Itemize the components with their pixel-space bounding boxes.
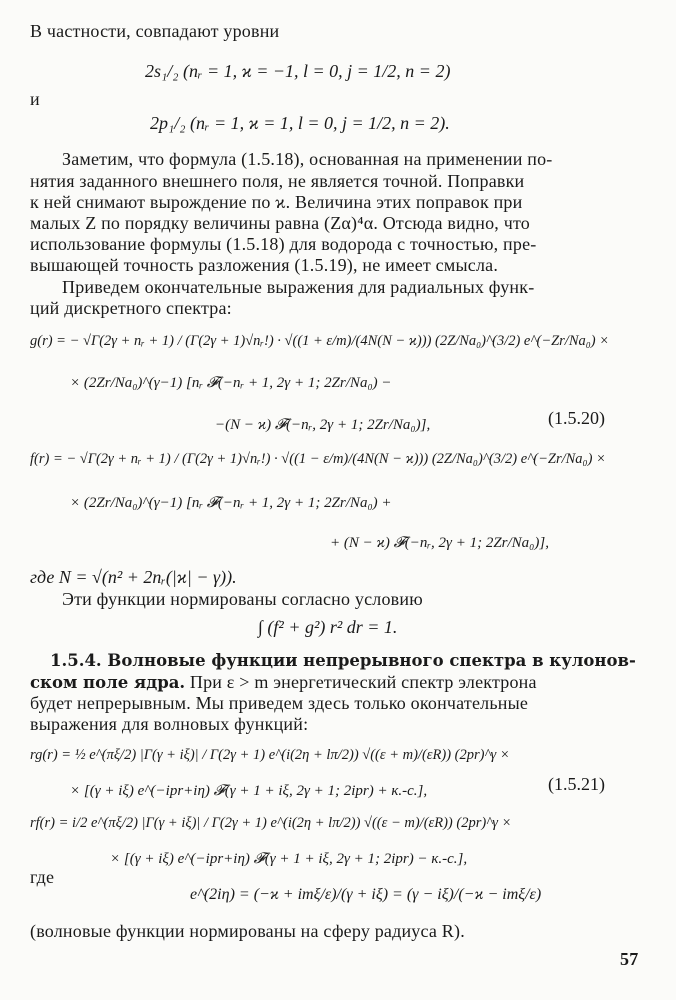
equation-2s: 2s₁/₂ (nᵣ = 1, ϰ = −1, l = 0, j = 1/2, n = 2) xyxy=(145,61,451,81)
paragraph-line: к ней снимают вырождение по ϰ. Величина этих поправок при xyxy=(30,192,523,212)
equation-g-line-1: g(r) = − √Γ(2γ + nᵣ + 1) / (Γ(2γ + 1)√nᵣ!) · √((1 + ε/m)/(4N(N − ϰ))) (2Z/Na₀)^(3/2) e^(−Zr/Na₀) × xyxy=(30,333,610,349)
paragraph-line: При ε > m энергетический спектр электрона xyxy=(185,672,537,692)
section-heading-2: ском поле ядра. xyxy=(30,673,186,692)
paragraph-line: (волновые функции нормированы на сферу радиуса R). xyxy=(30,921,465,941)
paragraph-line: будет непрерывным. Мы приведем здесь только окончательные xyxy=(30,693,529,713)
paragraph-line: выражения для волновых функций: xyxy=(30,714,309,734)
paragraph-line: Приведем окончательные выражения для радиальных функ- xyxy=(62,277,535,297)
equation-number: (1.5.21) xyxy=(548,774,605,794)
normalization-equation: ∫ (f² + g²) r² dr = 1. xyxy=(258,617,398,637)
paragraph-line: нятия заданного внешнего поля, не является точной. Поправки xyxy=(30,171,525,191)
equation-rg-line-2: × [(γ + iξ) e^(−ipr+iη) 𝓕(γ + 1 + iξ, 2γ + 1; 2ipr) + к.-с.], xyxy=(70,783,428,799)
equation-g-line-2: × (2Zr/Na₀)^(γ−1) [nᵣ 𝓕(−nᵣ + 1, 2γ + 1; 2Zr/Na₀) − xyxy=(70,375,392,391)
paragraph-line: использование формулы (1.5.18) для водорода с точностью, пре- xyxy=(30,234,537,254)
conjunction-i: и xyxy=(30,89,40,109)
paragraph-line: малых Z по порядку величины равна (Zα)⁴α. Отсюда видно, что xyxy=(30,213,530,233)
paragraph-line: ций дискретного спектра: xyxy=(30,298,232,318)
paragraph-line: Заметим, что формула (1.5.18), основанная на применении по- xyxy=(62,149,553,169)
equation-eta: e^(2iη) = (−ϰ + imξ/ε)/(γ + iξ) = (γ − iξ)/(−ϰ − imξ/ε) xyxy=(190,886,542,903)
equation-f-line-1: f(r) = − √Γ(2γ + nᵣ + 1) / (Γ(2γ + 1)√nᵣ!) · √((1 − ε/m)/(4N(N − ϰ))) (2Z/Na₀)^(3/2) e^(−Zr/Na₀) × xyxy=(30,451,606,467)
equation-f-line-3: + (N − ϰ) 𝓕(−nᵣ, 2γ + 1; 2Zr/Na₀)], xyxy=(330,535,549,551)
section-heading-continued xyxy=(30,671,537,694)
equation-g-line-3: −(N − ϰ) 𝓕(−nᵣ, 2γ + 1; 2Zr/Na₀)], xyxy=(215,417,431,433)
page-number: 57 xyxy=(620,949,639,969)
definition-N: где N = √(n² + 2nᵣ(|ϰ| − γ)). xyxy=(30,567,237,587)
paragraph-line: В частности, совпадают уровни xyxy=(30,21,280,41)
section-heading: 1.5.4. Волновые функции непрерывного спектра в кулонов- xyxy=(50,651,636,670)
equation-rf-line-2: × [(γ + iξ) e^(−ipr+iη) 𝓕(γ + 1 + iξ, 2γ + 1; 2ipr) − к.-с.], xyxy=(110,851,468,867)
equation-rg-line-1: rg(r) = ½ e^(πξ/2) |Γ(γ + iξ)| / Γ(2γ + 1) e^(i(2η + lπ/2)) √((ε + m)/(εR)) (2pr)^γ × xyxy=(30,747,510,763)
equation-rf-line-1: rf(r) = i/2 e^(πξ/2) |Γ(γ + iξ)| / Γ(2γ + 1) e^(i(2η + lπ/2)) √((ε − m)/(εR)) (2pr)^γ × xyxy=(30,815,512,831)
equation-2p: 2p₁/₂ (nᵣ = 1, ϰ = 1, l = 0, j = 1/2, n = 2). xyxy=(150,113,450,133)
equation-f-line-2: × (2Zr/Na₀)^(γ−1) [nᵣ 𝓕(−nᵣ + 1, 2γ + 1; 2Zr/Na₀) + xyxy=(70,495,392,511)
paragraph-line: вышающей точность разложения (1.5.19), не имеет смысла. xyxy=(30,255,499,275)
word-gde: где xyxy=(30,867,55,887)
paragraph-line: Эти функции нормированы согласно условию xyxy=(62,589,423,609)
equation-number: (1.5.20) xyxy=(548,408,605,428)
